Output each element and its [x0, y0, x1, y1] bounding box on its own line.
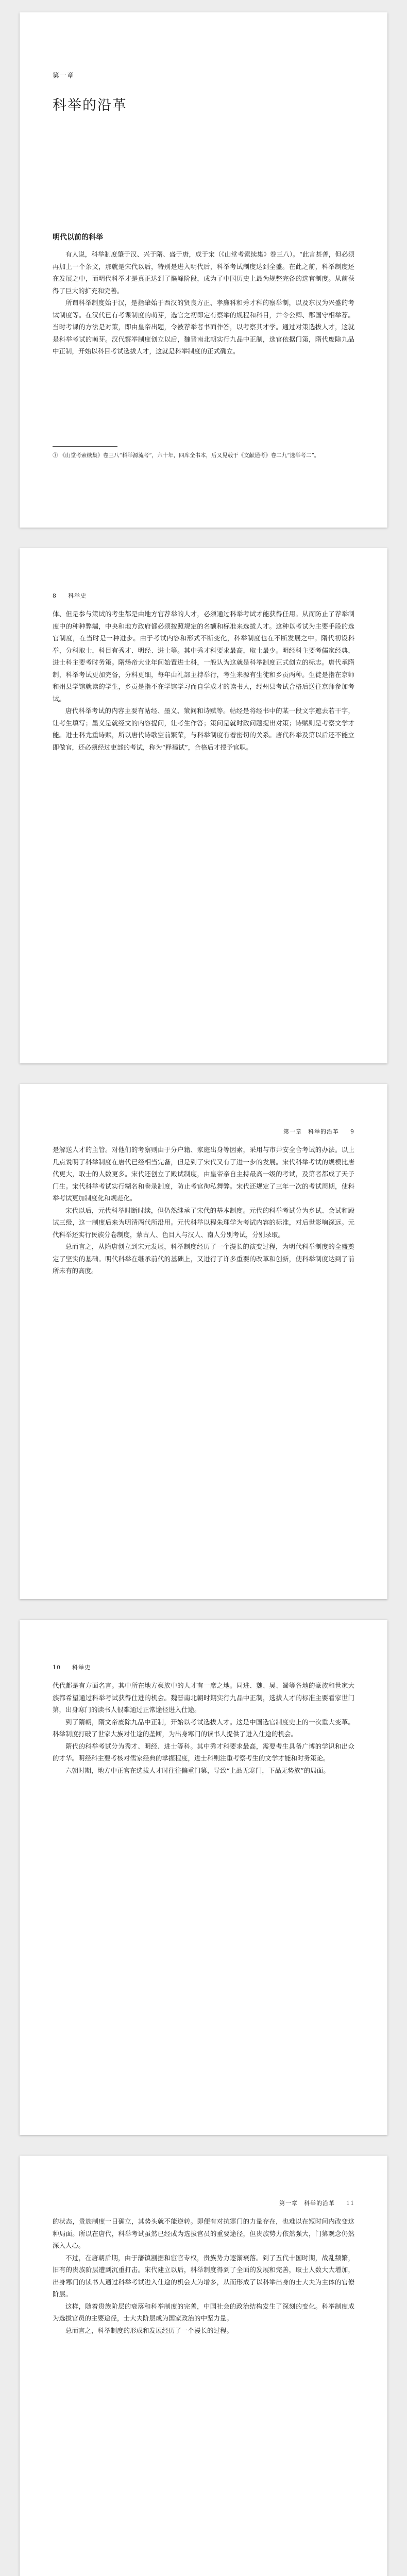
- body-text: [53, 2215, 354, 2336]
- chapter-title: 科举的沿革: [53, 97, 127, 114]
- paragraph: 总而言之，科举制度的形成和发展经历了一个漫长的过程。: [65, 2326, 233, 2334]
- body-text: [53, 248, 354, 358]
- paragraph: 隋代的科举考试分为秀才、明经、进士等科。其中秀才科要求最高，需要考生具备广博的学识和出众的才华。明经科主要考核对儒家经典的掌握程度，进士科则注重考察考生的文学才能和时务策论。: [53, 1742, 354, 1762]
- book-page-5: [20, 2156, 387, 2576]
- running-header: [53, 1663, 91, 1671]
- paragraph: 不过，在唐朝后期，由于藩镇割据和宦官专权，贵族势力逐渐衰落。到了五代十国时期，战乱频繁，旧有的贵族阶层遭到沉重打击。宋代建立以后，科举制度得到了全面的发展和完善，取士人数大大增加，出身寒门的读书人通过科举考试进入仕途的机会大为增多，从而形成了以科举出身的士大夫为主体的官僚阶层。: [53, 2253, 354, 2298]
- running-head-title: 第一章 科举的沿革: [283, 1128, 339, 1135]
- paragraph: 是解送人才的主管。对他们的考察则由于分户籍、家庭出身等因素，采用与市井安全合考试的办法。以上几点说明了科举制度在唐代已经相当完备，但是到了宋代又有了进一步的发展。宋代科举考试的规模比唐代更大，取士的人数更多。宋代还创立了殿试制度，由皇帝亲自主持最高一级的考试，及第者都成了天子门生。宋代科举考试实行糊名和誊录制度，防止考官徇私舞弊。宋代还规定了三年一次的考试周期，使科举考试更加制度化和规范化。: [53, 1146, 354, 1202]
- paragraph: 有人说，科举制度肇于汉、兴于隋、盛于唐，成于宋（《山堂考索续集》卷三八）。“此言甚善，但必须再加上一个条文，那就是宋代以后，特别是进入明代后，科举考试制度达到全盛。在此之前，科举制度还在发展之中，而明代科举才是真正达到了巅峰阶段，成为了中国历史上最为规整完备的选官制度。从前获得了巨大的扩充和完善。: [53, 250, 354, 295]
- book-page-4: [20, 1620, 387, 2135]
- book-page-1: [20, 12, 387, 528]
- running-head-title: 科举史: [68, 592, 87, 599]
- body-text: [53, 608, 354, 753]
- page-number: 8: [53, 592, 57, 599]
- paragraph: 唐代科举考试的内容主要有帖经、墨义、策问和诗赋等。帖经是将经书中的某一段文字遮去若干字，让考生填写；墨义是就经文的内容提问，让考生作答；策问是就时政问题提出对策；诗赋则是考察文学才能。进士科尤重诗赋，所以唐代诗歌空前繁荣，与科举制度有着密切的关系。唐代科举及第以后还不能立即做官，还必须经过吏部的考试，称为“释褐试”，合格后才授予官职。: [53, 707, 354, 751]
- running-header: [53, 591, 87, 600]
- book-page-3: [20, 1084, 387, 1599]
- page-number: 9: [350, 1128, 354, 1135]
- paragraph: 这样，随着贵族阶层的衰落和科举制度的完善，中国社会的政治结构发生了深刻的变化。科举制度成为选拔官员的主要途径，士大夫阶层成为国家政治的中坚力量。: [53, 2302, 354, 2322]
- running-header: [279, 2199, 354, 2207]
- paragraph: 六朝时期，地方中正官在选拔人才时往往偏重门第，导致“上品无寒门，下品无势族”的局面。: [65, 1766, 330, 1774]
- running-head-title: 第一章 科举的沿革: [279, 2200, 335, 2207]
- paragraph: 宋代以后，元代科举时断时续，但仍然继承了宋代的基本制度。元代的科举考试分为乡试、会试和殿试三级，这一制度后来为明清两代所沿用。元代科举以程朱理学为考试内容的标准，对后世影响深远。元代科举还实行民族分卷制度，蒙古人、色目人与汉人、南人分别考试，分别录取。: [53, 1206, 354, 1239]
- page-number: 10: [53, 1664, 61, 1671]
- running-head-title: 科举史: [72, 1664, 91, 1671]
- paragraph: 总而言之，从隋唐创立到宋元发展，科举制度经历了一个漫长的演变过程，为明代科举制度的全盛奠定了坚实的基础。明代科举在继承前代的基础上，又进行了许多重要的改革和创新，使科举制度达到了前所未有的高度。: [53, 1243, 354, 1275]
- paragraph: 体、但是参与策试的考生都是由地方官荐举的人才，必须通过科举考试才能获得任用。从而防止了荐举制度中的种种弊端，中央和地方政府都必须按照规定的名额和标准来选拔人才。这种以考试为主要手段的选官制度，在当时是一种进步。由于考试内容和形式不断变化，科举制度也在不断发展之中。隋代初设科举，分科取士，科目有秀才、明经、进士等。其中秀才科要求最高，取士最少。明经科主要考儒家经典，进士科主要考时务策。隋炀帝大业年间始置进士科，一般认为这就是科举制度正式创立的标志。唐代承隋制，科举考试更加完备，分科更细，每年由礼部主持举行，考生来源有生徒和乡贡两种。生徒是指在京师和州县学馆就读的学生，乡贡是指不在学馆学习而自学成才的读书人，经州县考试合格后送往京师参加考试。: [53, 610, 354, 703]
- paragraph: 的状态，贵族制度一日确立，其势头就不能逆转。即便有对抗寒门的力量存在，也难以在短时间内改变这种局面。所以在唐代，科举考试虽然已经成为选拔官员的重要途径，但贵族势力依然强大，门第观念仍然深入人心。: [53, 2217, 354, 2249]
- body-text: [53, 1680, 354, 1776]
- body-text: [53, 1144, 354, 1277]
- book-page-2: [20, 548, 387, 1063]
- page-number: 11: [346, 2200, 354, 2207]
- paragraph: 到了隋朝，隋文帝废除九品中正制，开始以考试选拔人才。这是中国选官制度史上的一次重大变革。科举制度打破了世家大族对仕途的垄断，为出身寒门的读书人提供了进入仕途的机会。: [53, 1718, 354, 1738]
- footnote: ① 《山堂考索续集》卷三八“科举源流考”，六十年，四库全书本，后又见载于《文献通考》卷二九“选举考二”。: [53, 452, 320, 459]
- footnote-divider: [53, 446, 117, 447]
- paragraph: 所谓科举制度始于汉，是指肇始于西汉的贤良方正、孝廉科和秀才科的察举制，以及东汉为兴盛的考试制度等。在汉代已有考课制度的萌芽，选官之初即定有察举的规程和科目，并令公卿、郡国守相举荐。当时考课的方法是对策，即由皇帝出题，令被荐举者书面作答，以考察其才学。通过对策选拔人才，这就是科举考试的萌芽。汉代察举制度创立以后，魏晋南北朝实行九品中正制，选官依据门第，隋代废除九品中正制，开始以科目考试选拔人才，这就是科举制度的正式确立。: [53, 299, 354, 355]
- paragraph: 代代都是有方面名言。其中所在地方豪族中的人才有一席之地。同进、魏、吴、蜀等各地的豪族和世家大族都希望通过科举考试获得仕进的机会。魏晋南北朝时期实行九品中正制，选拔人才的标准主要看家世门第，出身寒门的读书人很难通过正常途径进入仕途。: [53, 1682, 354, 1714]
- section-title: 明代以前的科举: [53, 233, 103, 242]
- running-header: [283, 1127, 354, 1136]
- chapter-label: 第一章: [53, 72, 75, 80]
